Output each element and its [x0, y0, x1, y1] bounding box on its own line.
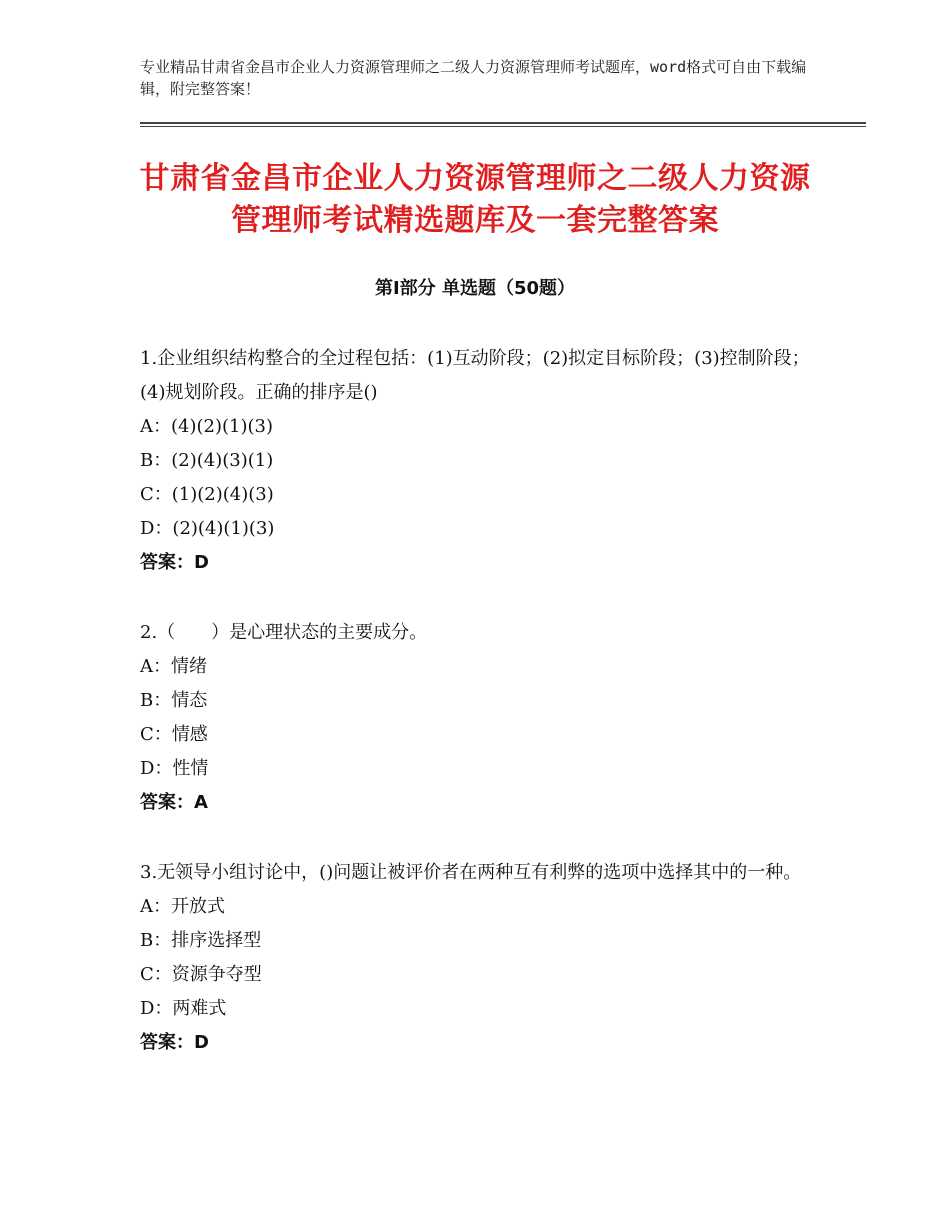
question-3: [140, 856, 810, 1060]
option-b: B：(2)(4)(3)(1): [140, 450, 274, 471]
option-a: A：(4)(2)(1)(3): [140, 416, 273, 437]
answer: 答案：A: [140, 792, 208, 813]
question-stem: 3.无领导小组讨论中，()问题让被评价者在两种互有利弊的选项中选择其中的一种。: [140, 862, 802, 883]
option-d: D：(2)(4)(1)(3): [140, 518, 275, 539]
option-d: D：两难式: [140, 998, 227, 1019]
question-1: [140, 342, 810, 580]
option-c: C：资源争夺型: [140, 964, 262, 985]
question-list: [140, 342, 810, 1096]
section-heading: 第Ⅰ部分 单选题（50题）: [374, 278, 575, 299]
option-c: C：(1)(2)(4)(3): [140, 484, 274, 505]
document-title: 甘肃省金昌市企业人力资源管理师之二级人力资源管理师考试精选题库及一套完整答案: [139, 161, 811, 238]
question-2: [140, 616, 810, 820]
header-rule-top: [140, 122, 866, 124]
option-a: A：开放式: [140, 896, 225, 917]
option-c: C：情感: [140, 724, 208, 745]
header-rule-bottom: [140, 126, 866, 127]
answer: 答案：D: [140, 552, 209, 573]
option-a: A：情绪: [140, 656, 207, 677]
question-stem: 1.企业组织结构整合的全过程包括：(1)互动阶段；(2)拟定目标阶段；(3)控制阶段；(4)规划阶段。正确的排序是(): [140, 348, 810, 403]
option-b: B：排序选择型: [140, 930, 262, 951]
option-d: D：性情: [140, 758, 209, 779]
question-stem: 2.（ ）是心理状态的主要成分。: [140, 622, 428, 643]
option-b: B：情态: [140, 690, 208, 711]
answer: 答案：D: [140, 1032, 209, 1053]
header-note: 专业精品甘肃省金昌市企业人力资源管理师之二级人力资源管理师考试题库，word格式可自由下载编辑，附完整答案！: [140, 58, 807, 98]
